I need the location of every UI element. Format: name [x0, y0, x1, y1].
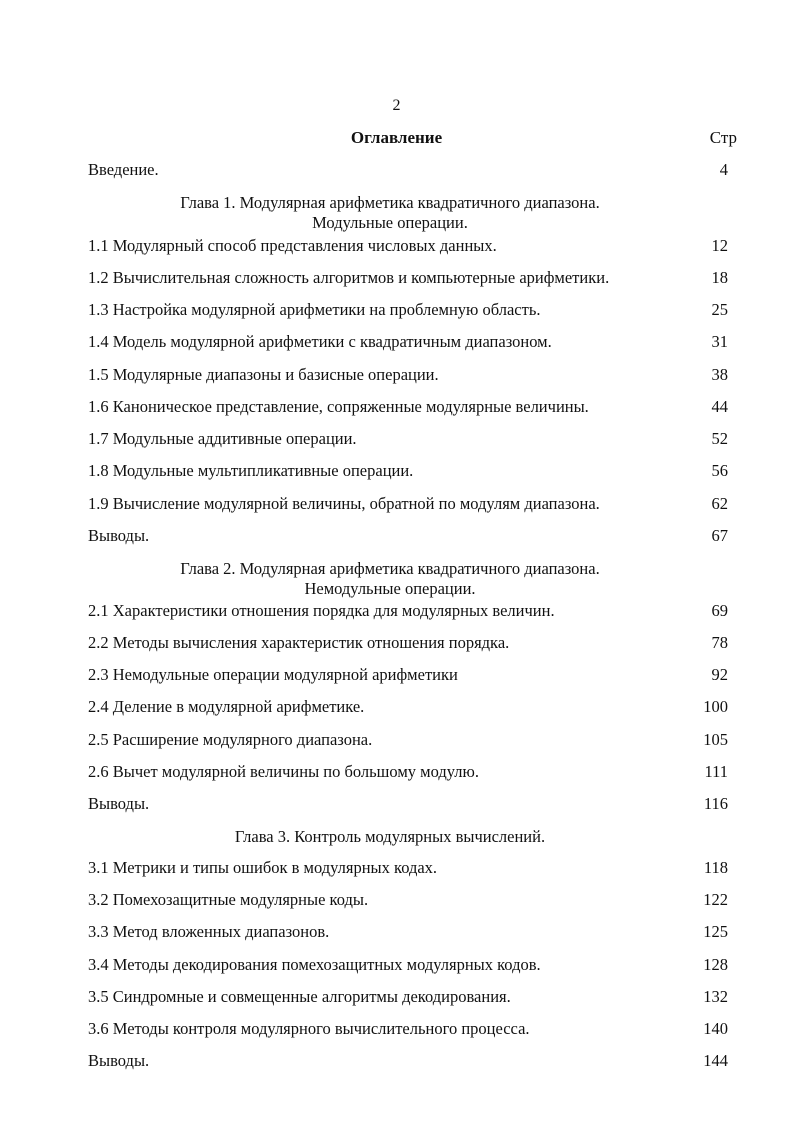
toc-entry[interactable] — [88, 633, 728, 655]
entry-page: 52 — [711, 429, 728, 448]
toc-entry[interactable] — [88, 300, 728, 322]
entry-label: 2.2 Методы вычисления характеристик отношения порядка. — [88, 633, 510, 652]
entry-page: 140 — [703, 1019, 728, 1038]
entry-page: 4 — [719, 160, 728, 179]
entry-label: 2.1 Характеристики отношения порядка для модулярных величин. — [88, 601, 555, 620]
toc-entry[interactable] — [88, 429, 728, 451]
entry-page: 128 — [703, 955, 728, 974]
toc-heading — [0, 128, 793, 150]
entry-label: Выводы. — [88, 794, 150, 813]
entry-label: 1.2 Вычислительная сложность алгоритмов и компьютерные арифметики. — [88, 268, 610, 287]
chapter-title-line: Глава 1. Модулярная арифметика квадратичного диапазона. — [180, 193, 600, 212]
toc-entry[interactable] — [88, 268, 728, 290]
entry-page: 122 — [703, 890, 728, 909]
entry-page: 25 — [711, 300, 728, 319]
toc-entry[interactable] — [88, 332, 728, 354]
toc-entry[interactable] — [88, 987, 728, 1009]
page-column-label: Стр — [709, 128, 737, 147]
toc-entry[interactable] — [88, 397, 728, 419]
entry-page: 18 — [711, 268, 728, 287]
toc-entry[interactable] — [88, 601, 728, 623]
entry-label: 1.7 Модульные аддитивные операции. — [88, 429, 357, 448]
entry-label: 1.3 Настройка модулярной арифметики на проблемную область. — [88, 300, 541, 319]
chapter-title-line: Модульные операции. — [312, 213, 468, 232]
chapter-1-title[interactable] — [100, 193, 680, 233]
entry-page: 125 — [703, 922, 728, 941]
entry-label: 1.6 Каноническое представление, сопряженные модулярные величины. — [88, 397, 589, 416]
chapter-3-title[interactable] — [100, 827, 680, 847]
entry-page: 144 — [703, 1051, 728, 1070]
toc-entry[interactable] — [88, 1019, 728, 1041]
toc-entry-conclusion[interactable] — [88, 794, 728, 816]
toc-entry[interactable] — [88, 365, 728, 387]
entry-label: Выводы. — [88, 1051, 150, 1070]
entry-page: 12 — [711, 236, 728, 255]
toc-entry[interactable] — [88, 762, 728, 784]
toc-entry[interactable] — [88, 730, 728, 752]
entry-page: 56 — [711, 461, 728, 480]
toc-entry-conclusion[interactable] — [88, 526, 728, 548]
entry-page: 100 — [703, 697, 728, 716]
entry-label: 1.4 Модель модулярной арифметики с квадратичным диапазоном. — [88, 332, 552, 351]
toc-entry[interactable] — [88, 236, 728, 258]
entry-page: 69 — [711, 601, 728, 620]
entry-label: 1.8 Модульные мультипликативные операции. — [88, 461, 414, 480]
entry-page: 78 — [711, 633, 728, 652]
entry-label: 2.4 Деление в модулярной арифметике. — [88, 697, 365, 716]
entry-page: 111 — [704, 762, 728, 781]
entry-label: 3.3 Метод вложенных диапазонов. — [88, 922, 330, 941]
entry-label: 1.5 Модулярные диапазоны и базисные операции. — [88, 365, 439, 384]
entry-page: 44 — [711, 397, 728, 416]
entry-label: 1.9 Вычисление модулярной величины, обратной по модулям диапазона. — [88, 494, 600, 513]
entry-label: 3.6 Методы контроля модулярного вычислительного процесса. — [88, 1019, 530, 1038]
entry-label: 3.5 Синдромные и совмещенные алгоритмы декодирования. — [88, 987, 511, 1006]
page-number: 2 — [392, 97, 401, 114]
entry-label: 3.4 Методы декодирования помехозащитных модулярных кодов. — [88, 955, 541, 974]
entry-page: 132 — [703, 987, 728, 1006]
entry-page: 116 — [703, 794, 728, 813]
entry-page: 118 — [703, 858, 728, 877]
entry-label: 3.1 Метрики и типы ошибок в модулярных кодах. — [88, 858, 438, 877]
entry-label: 2.3 Немодульные операции модулярной арифметики — [88, 665, 458, 684]
toc-entry-conclusion[interactable] — [88, 1051, 728, 1073]
entry-page: 31 — [711, 332, 728, 351]
chapter-2-title[interactable] — [100, 559, 680, 599]
toc-title: Оглавление — [350, 128, 443, 147]
entry-page: 38 — [711, 365, 728, 384]
toc-entry[interactable] — [88, 697, 728, 719]
entry-label: Введение. — [88, 160, 159, 179]
toc-entry-intro[interactable] — [88, 160, 728, 182]
entry-label: Выводы. — [88, 526, 150, 545]
toc-entry[interactable] — [88, 665, 728, 687]
entry-page: 92 — [711, 665, 728, 684]
toc-entry[interactable] — [88, 858, 728, 880]
entry-label: 2.5 Расширение модулярного диапазона. — [88, 730, 373, 749]
entry-label: 1.1 Модулярный способ представления числовых данных. — [88, 236, 497, 255]
entry-label: 3.2 Помехозащитные модулярные коды. — [88, 890, 369, 909]
entry-label: 2.6 Вычет модулярной величины по большому модулю. — [88, 762, 479, 781]
toc-entry[interactable] — [88, 890, 728, 912]
entry-page: 67 — [711, 526, 728, 545]
toc-entry[interactable] — [88, 494, 728, 516]
chapter-title-line: Немодульные операции. — [304, 579, 476, 598]
entry-page: 105 — [703, 730, 728, 749]
toc-entry[interactable] — [88, 461, 728, 483]
toc-entry[interactable] — [88, 922, 728, 944]
toc-entry[interactable] — [88, 955, 728, 977]
chapter-title-line: Глава 2. Модулярная арифметика квадратичного диапазона. — [180, 559, 600, 578]
chapter-title-line: Глава 3. Контроль модулярных вычислений. — [234, 827, 546, 846]
entry-page: 62 — [711, 494, 728, 513]
